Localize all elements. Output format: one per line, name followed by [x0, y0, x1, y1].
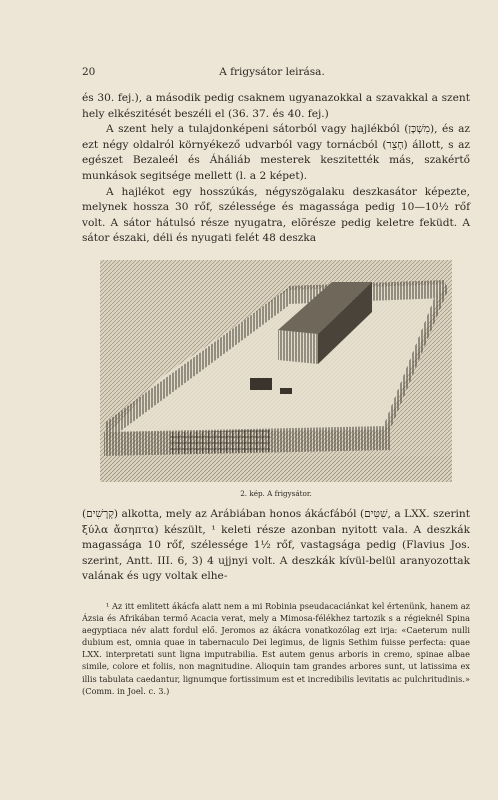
body-text-top	[82, 91, 470, 247]
running-title: A frigysátor leirása.	[219, 66, 325, 78]
body-text-bottom	[82, 507, 470, 585]
paragraph-2: A szent hely a tulajdonképeni sátorból vagy hajlékból (מִשְׁכָּן), és az ezt négy oldalról környékező udvarból vagy tornácból (חָצֵר) állott, s az egészet Bezaleél és Áháliáb mesterek keszitették más, szakértő munkások segitsége mellett (l. a 2 képet).	[82, 123, 471, 182]
page-header	[82, 66, 462, 80]
paragraph-1: és 30. fej.), a második pedig csaknem ugyanazokkal a szavakkal a szent hely elkészitését beszéli el (36. 37. és 40. fej.)	[82, 92, 470, 120]
page-number: 20	[82, 66, 96, 78]
paragraph-3: A hajlékot egy hosszúkás, négyszögalaku deszkasátor képezte, melynek hossza 30 rőf, szélessége és magassága pedig 10—10½ rőf volt. A sátor hátulsó része nyugatra, elõrésze pedig keletre feküdt. A sátor északi, déli és nyugati felét 48 deszka	[82, 185, 470, 245]
footnote-block	[82, 600, 470, 697]
figure-caption: 2. kép. A frigysátor.	[240, 489, 312, 498]
footnote-1: ¹ Az itt emlitett ákácfa alatt nem a mi Robinia pseudacaciánkat kel értenünk, hanem az Ázsia és Afrikában termő Acacia verat, mely a Mimosa-félékhez tartozik s a régieknél Spina aegyptiaca név alatt fordul elő. Jeromos az ákácra vonatkozólag ezt irja: «Caeterum nulli dubium est, omnia quae in tabernaculo Dei legimus, de lignis Sethim fuisse perfecta: quae LXX. interpretati sunt ligna imputrabilia. Est autem genus arboris in cremo, spinae albae simile, colore et foliis, non magnitudine. Alioquin tam grandes arbores sunt, ut latissima ex illis tabulata caedantur, lignumque fortissimum est et incredibilis levitatis ac pulchritudinis.» (Comm. in Joel. c. 3.)	[82, 601, 470, 696]
paragraph-4: (קְרָשִׁים) alkotta, mely az Arábiában honos ákácfából (שִׁטִּים, a LXX. szerint ξύλα ἄσηπτα) készült, ¹ keleti része azonban nyitott vala. A deszkák magassága 10 rőf, szélessége 1½ rőf, vastagsága pedig (Flavius Jos. szerint, Antt. III. 6, 3) 4 ujjnyi volt. A deszkák kívül-belül aranyozottak valának és ugy voltak elhe-	[82, 508, 471, 583]
tabernacle-engraving	[100, 260, 452, 482]
